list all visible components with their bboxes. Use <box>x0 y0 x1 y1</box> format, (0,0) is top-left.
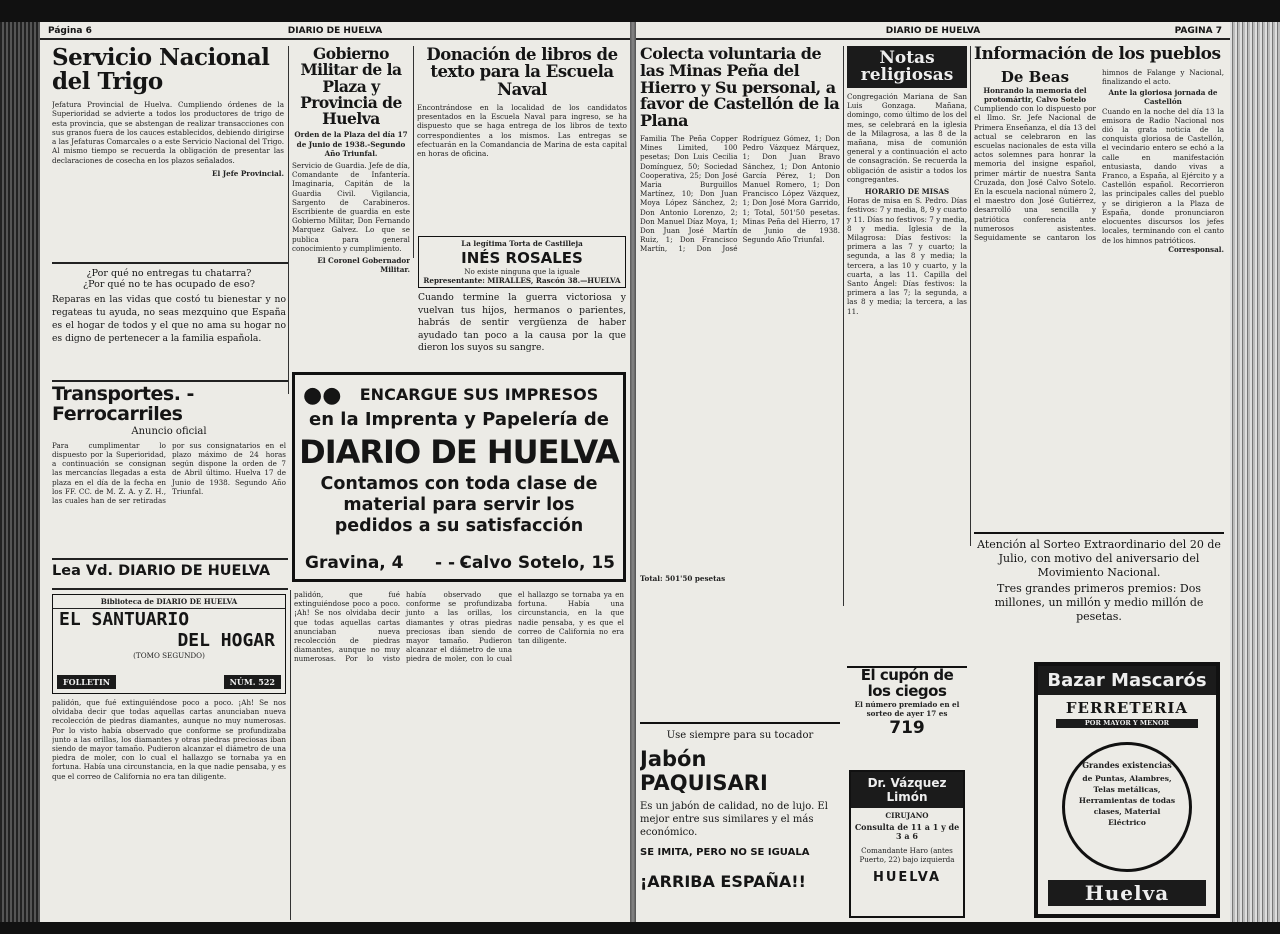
headline: Gobierno Militar de la Plaza y Provincia de Huelva <box>300 46 402 129</box>
headline: Notas religiosas <box>847 46 967 88</box>
article-donacion <box>417 46 627 258</box>
column-rule <box>843 46 844 606</box>
subheadline: Anuncio oficial <box>131 425 207 437</box>
bazar-city: Huelva <box>1048 880 1206 906</box>
signature: El Jefe Provincial. <box>212 168 284 178</box>
article-body: Jefatura Provincial de Huelva. Cumpliendo órdenes de la Superioridad se advierte a todos los productores de trigo de esta provincia, que se abstengan de realizar transacciones con sus granos fuera de los cauces establecidos, debiendo dirigirse a las Jefaturas Comarcales o a este Servicio Nacional del Trigo. Al mismo tiempo se recuerda la obligación de presentar las declaraciones de cosecha en los plazos señalados. <box>52 100 284 165</box>
ad-arriba: ¡ARRIBA ESPAÑA!! <box>640 872 806 891</box>
column-rule <box>413 46 414 258</box>
ad-note: No existe ninguna que la iguale <box>464 267 580 277</box>
article-body: Para cumplimentar lo dispuesto por la Superioridad, a continuación se consignan las mercancías llegadas a esta plaza en el día de la fecha en los FF. CC. de M. Z. A. y Z. H., las cuales han de ser retiradas por sus consignatarios en el plazo máximo de 24 horas según dispone la orden de 7 de Abril último. Huelva 17 de Junio de 1938. Segundo Año Triunfal. <box>52 440 286 506</box>
article-notas <box>847 46 967 666</box>
subheadline: Ante la gloriosa jornada de Castellón <box>1108 88 1218 107</box>
article-body: Cuando termine la guerra victoriosa y vuelvan tus hijos, hermanos o parientes, habrás de sentir vergüenza de haber ayudado tan poco a la causa por la que dieron los suyos su sangre. <box>418 292 626 353</box>
ad-ines-rosales <box>418 236 626 288</box>
right-page <box>636 22 1230 922</box>
headline: Colecta voluntaria de las Minas Peña del Hierro y Su personal, a favor de Castellón de la Plana <box>640 46 840 131</box>
article-sorteo <box>974 532 1224 650</box>
ad-address-right: Calvo Sotelo, 15 <box>459 553 615 573</box>
promo-lea <box>52 563 286 585</box>
masthead: DIARIO DE HUELVA <box>885 26 981 36</box>
sorteo-text: Atención al Sorteo Extraordinario del 20 de Julio, con motivo del aniversario del Movimiento Nacional. <box>977 538 1221 579</box>
cupon-number: 719 <box>889 717 925 738</box>
headline: El cupón de los ciegos <box>860 666 954 700</box>
novel-text: palidón, que fué extinguiéndose poco a poco. ¡Ah! Se nos olvidaba decir que todas aquellas cartas anunciaban nueva recolección de piedras diamantes, aunque no muy numerosas. Por lo visto había observado que conforme se profundizaba junto a las orillas, los diamantes y otras piedras preciosas iban siendo de mayor tamaño. Pudieron alcanzar el diámetro de una piedra de moler, con lo cual el hallazgo se tornaba ya en fortuna. Había una circunstancia, en la que nadie pensaba, y es que el correo de California no era tan diligente. <box>52 698 286 781</box>
question: ¿Por qué no entregas tu chatarra? <box>86 268 252 279</box>
article-trigo <box>52 46 284 258</box>
dash-separator: - - - <box>435 553 469 573</box>
article-transportes <box>52 385 286 555</box>
folletin-tag: FOLLETIN <box>57 675 116 689</box>
ad-representative: Representante: MIRALLES, Rascón 38.—HUELVA <box>423 276 621 286</box>
novel-column-1 <box>52 698 286 918</box>
ad-body: Es un jabón de calidad, no de lujo. El mejor entre sus similares y el más económico. <box>640 801 828 838</box>
headline: Información de los pueblos <box>974 46 1221 64</box>
consulta: Consulta de 11 a 1 y de 3 a 6 <box>854 822 960 842</box>
masthead: DIARIO DE HUELVA <box>287 26 383 36</box>
headline: Transportes. - Ferrocarriles <box>52 385 194 425</box>
folletin-title2: DEL HOGAR <box>177 630 275 652</box>
horario-body: Horas de misa en S. Pedro. Días festivos: 7 y media, 8, 9 y cuarto y 11. Días no festivos: 7 y media, 8 y media. Iglesia de la Milagrosa: Días festivos: la primera a las 7 y cuarto; la segunda, a las 8 y media; la tercera, a las 10 y cuarto, y la cuarta, a las 11. Capilla del Santo Ángel: Días festivos: la primera a las 7; la segunda, a las 8 y media; la tercera, a las 11. <box>847 196 967 316</box>
specialty: CIRUJANO <box>885 811 929 820</box>
ad-medico <box>849 770 965 918</box>
ad-brand: INÉS ROSALES <box>461 249 583 268</box>
running-head-right <box>636 24 1230 40</box>
headline: Donación de libros de texto para la Escuela Naval <box>426 46 618 99</box>
novel-text: palidón, que fué extinguiéndose poco a poco. ¡Ah! Se nos olvidaba decir que todas aquellas cartas anunciaban nueva recolección de piedras diamantes, aunque no muy numerosas. Por lo visto había observado que conforme se profundizaba junto a las orillas, los diamantes y otras piedras preciosas iban siendo de mayor tamaño. Pudieron alcanzar el diámetro de una piedra de moler, con lo cual el hallazgo se tornaba ya en fortuna. Había una circunstancia, en la que nadie pensaba, y es que el correo de California no era tan diligente. <box>294 590 624 664</box>
doctor-name: Dr. Vázquez Limón <box>851 772 963 808</box>
section-rule <box>52 380 288 382</box>
column-rule <box>288 46 289 394</box>
address: Comandante Haro (antes Puerto, 22) bajo izquierda <box>859 845 955 864</box>
section-rule <box>52 588 288 590</box>
horario-title: HORARIO DE MISAS <box>864 187 950 197</box>
ad-line2: en la Imprenta y Papelería de <box>308 409 609 430</box>
folletin-title1: EL SANTUARIO <box>59 609 190 631</box>
article-body: Cumpliendo con lo dispuesto por el Ilmo. Sr. Jefe Nacional de Primera Enseñanza, el día 13 del actual se celebraron en las escuelas nacionales de esta villa actos solemnes para honrar la memoria del insigne español, primer mártir de nuestra Santa Cruzada, don José Calvo Sotelo. En la escuela nacional número 2, el maestro don José Gutiérrez, desarrolló una sencilla y patriótica conferencia ante numerosos asistentes. Seguidamente se cantaron los himnos de Falange y Nacional, finalizando el acto. <box>974 67 1224 243</box>
bazar-type: FERRETERIA <box>1065 699 1189 717</box>
signature: Corresponsal. <box>1168 244 1224 254</box>
city: HUELVA <box>872 870 942 886</box>
ad-paquisari <box>640 722 840 918</box>
page-number: Página 6 <box>48 26 92 36</box>
folletin-header <box>52 594 286 694</box>
novel-column-2 <box>294 590 624 920</box>
article-chatarra <box>52 268 286 376</box>
ad-brand: Jabón PAQUISARI <box>640 747 768 795</box>
column-rule <box>290 590 291 920</box>
folletin-num: NÚM. 522 <box>224 675 281 689</box>
running-head-left <box>40 24 630 40</box>
article-body: Encontrándose en la localidad de los candidatos presentados en la Escuela Naval para ingreso, se ha dispuesto que se haga entrega de los libros de texto correspondientes a los mismos. Las entregas se efectuarán en la Comandancia de Marina de esta capital en horas de oficina. <box>417 102 627 158</box>
article-columns <box>974 68 1224 254</box>
article-guerra <box>418 292 626 372</box>
ad-line3: DIARIO DE HUELVA <box>299 433 619 471</box>
place: De Beas <box>1000 67 1070 86</box>
section-rule <box>52 558 288 560</box>
sorteo-prizes: Tres grandes primeros premios: Dos millones, un millón y medio millón de pesetas. <box>994 582 1204 623</box>
ad-line1: Use siempre para su tocador <box>666 730 814 741</box>
article-gobierno <box>292 46 410 392</box>
ad-imita: SE IMITA, PERO NO SE IGUALA <box>640 847 810 858</box>
section-rule <box>52 262 288 264</box>
article-body: Congregación Mariana de San Luis Gonzaga. Mañana, domingo, como último de los del mes, se celebrará en la iglesia de la Milagrosa, a las 8 de la mañana, misa de comunión general y a continuación el acto de consagración. Se recuerda la obligación de asistir a todos los congregantes. <box>847 92 967 184</box>
colecta-total: Total: 501'50 pesetas <box>640 573 726 583</box>
book-edge-right <box>1230 22 1280 922</box>
question: ¿Por qué no te has ocupado de eso? <box>83 279 255 290</box>
book-edge-left <box>0 22 40 922</box>
subheadline: Orden de la Plaza del día 17 de Junio de 1938.-Segundo Año Triunfal. <box>294 130 408 158</box>
article-body: Cuando en la noche del día 13 la emisora de Radio Nacional nos dió la grata noticia de la conquista gloriosa de Castellón, el vecindario entero se echó a la calle en manifestación entusiasta, dando vivas a Franco, a España, al Ejército y a Castellón español. Recorrieron las principales calles del pueblo y se dirigieron a la Plaza de España, donde pronunciaron elocuentes discursos los jefes locales, terminando con el canto de los himnos patrióticos. <box>1102 106 1224 245</box>
promo-text: Lea Vd. DIARIO DE HUELVA <box>52 563 271 579</box>
circle-items: de Puntas, Alambres, Telas metálicas, Herramientas de todas clases, Material Eléctrico <box>1078 774 1176 828</box>
column-rule <box>970 46 971 546</box>
ad-line4: Contamos con toda clase de material para servir los pedidos a su satisfacción <box>320 474 598 536</box>
ad-bazar-mascaros <box>1034 662 1220 918</box>
bazar-name: Bazar Mascarós <box>1038 666 1216 695</box>
ad-address-left: Gravina, 4 <box>305 553 404 573</box>
article-informacion <box>974 46 1224 546</box>
ad-label: La legítima Torta de Castilleja <box>461 239 583 248</box>
subheadline: Honrando la memoria del protomártir, Calvo Sotelo <box>983 85 1087 105</box>
article-body: Servicio de Guardia. Jefe de día, Comandante de Infantería. Imaginaria, Capitán de la Guardia Civil. Vigilancia, Sargento de Carabineros. Escribiente de guardia en este Gobierno Militar, Don Fernando Marquez Galvez. Lo que se publica para general conocimiento y cumplimiento. <box>292 160 410 253</box>
left-page <box>40 22 630 922</box>
ad-line1: ENCARGUE SUS IMPRESOS <box>359 385 599 404</box>
circle-top: Grandes existencias <box>1082 760 1172 770</box>
bazar-circle <box>1062 742 1192 872</box>
page-number: PAGINA 7 <box>1174 26 1222 36</box>
folletin-label: Biblioteca de DIARIO DE HUELVA <box>53 595 285 609</box>
subheadline: El número premiado en el sorteo de ayer 17 es <box>854 699 960 718</box>
headline: Servicio Nacional del Trigo <box>52 46 270 96</box>
article-colecta <box>640 46 840 606</box>
article-body: Reparas en las vidas que costó tu bienestar y no regateas tu ayuda, no seas mezquino que España es el hogar de todos y el que no ama su hogar no es digno de pertenecer a la familia española. <box>52 294 286 344</box>
article-cupon <box>847 666 967 766</box>
ad-diario-impresos <box>292 372 626 582</box>
bazar-sub: POR MAYOR Y MENOR <box>1056 719 1198 728</box>
folletin-tomo: (TOMO SEGUNDO) <box>133 651 205 661</box>
article-body: Familia The Peña Copper Mines Limited, 100 pesetas; Don Luis Cecilia Domínguez, 50; Sociedad Cooperativa, 25; Don José Maria Burguillos Martínez, 10; Don Juan Moya López Sánchez, 2; Don Antonio Lorenzo, 2; Don Manuel Díaz Moya, 1; Don Juan José Martín Ruiz, 1; Don Francisco Martín, 1; Don José Rodríguez Gómez, 1; Don Pedro Vázquez Márquez, 1; Don Juan Bravo Sánchez, 1; Don Antonio García Pérez, 1; Don Manuel Romero, 1; Don Francisco López Vázquez, 1; Don José Mora Garrido, 1; Total, 501'50 pesetas. Minas Peña del Hierro, 17 de Junio de 1938. Segundo Año Triunfal. <box>640 133 840 254</box>
signature: El Coronel Gobernador Militar. <box>317 255 410 275</box>
bullet-icon: ●● <box>303 383 342 408</box>
